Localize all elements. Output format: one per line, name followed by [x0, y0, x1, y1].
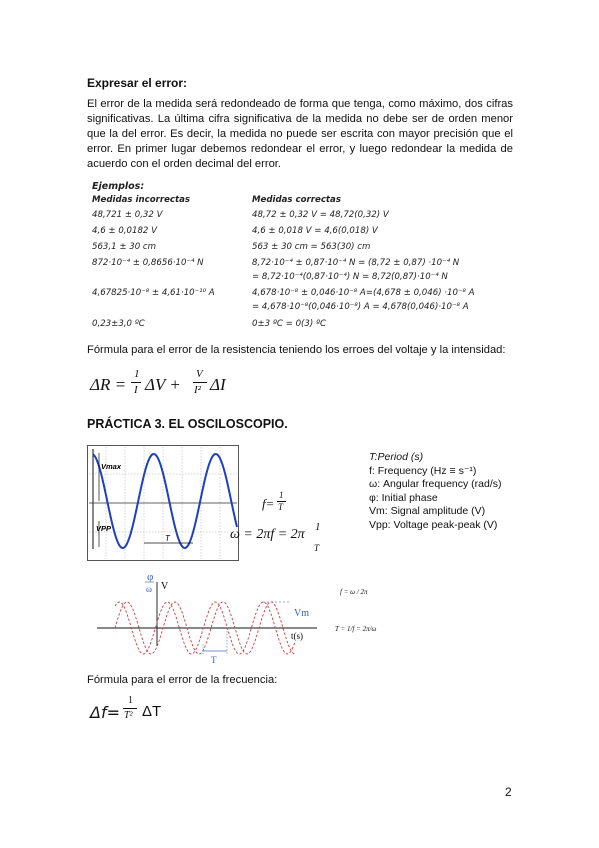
fraction-numerator: 1	[134, 368, 140, 380]
time-axis-label: t(s)	[291, 631, 303, 641]
example-incorrect: 4,67825·10⁻⁸ ± 4,61·10⁻¹⁰ A	[92, 288, 215, 298]
example-correct: 4,678·10⁻⁸ ± 0,046·10⁻⁸ A=(4,678 ± 0,046) ·10⁻⁸ A	[252, 288, 475, 298]
legend-period: T:Period (s)	[369, 451, 424, 463]
fraction-numerator: 1	[315, 521, 321, 533]
t-f-relation: T = 1/f = 2π/ω	[335, 625, 377, 633]
fraction-denominator: I	[134, 384, 138, 396]
example-incorrect: 563,1 ± 30 cm	[92, 242, 157, 252]
phi-label: φ	[147, 571, 154, 583]
legend-angular-frequency: ω: Angular frequency (rad/s)	[369, 478, 502, 490]
example-correct: 563 ± 30 cm = 563(30) cm	[252, 242, 371, 252]
fraction-numerator: V	[196, 368, 203, 380]
example-incorrect: 872·10⁻⁴ ± 0,8656·10⁻⁴ N	[92, 258, 204, 268]
fraction-denominator: I²	[194, 384, 201, 396]
oscilloscope-diagram	[87, 445, 239, 561]
frequency-error-formula	[90, 695, 230, 731]
legend-amplitude: Vm: Signal amplitude (V)	[369, 505, 486, 517]
legend-vpp: Vpp: Voltage peak-peak (V)	[369, 518, 498, 531]
formula-lhs: Δf=	[90, 703, 120, 722]
vmax-label: Vmax	[101, 462, 122, 471]
example-incorrect: 4,6 ± 0,0182 V	[92, 226, 158, 236]
vm-label: Vm	[294, 608, 309, 619]
section-heading-error: Expresar el error:	[87, 76, 188, 90]
examples-title: Ejemplos:	[92, 181, 145, 192]
page-number: 2	[505, 785, 512, 799]
symbol-legend	[369, 451, 559, 532]
phase-wave-diagram	[95, 568, 320, 668]
resistance-error-caption: Fórmula para el error de la resistencia teniendo los erroes del voltaje y la intensidad:	[87, 344, 506, 356]
formula-term: ΔI	[210, 375, 226, 394]
resistance-error-formula	[90, 368, 350, 408]
example-correct: = 8,72·10⁻⁴(0,87·10⁻⁴) N = 8,72(0,87)·10⁻⁴ N	[252, 272, 448, 282]
legend-phase: φ: Initial phase	[369, 491, 438, 504]
fraction-denominator: T	[278, 502, 284, 512]
example-correct: 8,72·10⁻⁴ ± 0,87·10⁻⁴ N = (8,72 ± 0,87) ·10⁻⁴ N	[252, 258, 460, 268]
col-incorrect-header: Medidas incorrectas	[92, 195, 191, 205]
period-label: T	[211, 655, 217, 665]
formula-term: ΔV +	[145, 375, 181, 394]
frequency-error-caption: Fórmula para el error de la frecuencia:	[87, 674, 278, 686]
example-correct: 0±3 ºC = 0(3) ºC	[252, 319, 327, 329]
vpp-label: VPP	[96, 524, 112, 533]
formula-rhs: ΔT	[142, 703, 162, 720]
legend-frequency: f: Frequency (Hz ≡ s⁻¹)	[369, 464, 477, 477]
example-incorrect: 48,721 ± 0,32 V	[92, 210, 163, 220]
example-correct: = 4,678·10⁻⁸(0,046·10⁻⁸) A = 4,678(0,046)·10⁻⁸ A	[252, 302, 469, 312]
example-incorrect: 0,23±3,0 ºC	[92, 319, 145, 329]
example-correct: 48,72 ± 0,32 V = 48,72(0,32) V	[252, 210, 389, 220]
fraction-numerator: 1	[279, 490, 284, 500]
omega-formula: ω = 2πf = 2π	[230, 527, 305, 542]
example-correct: 4,6 ± 0,018 V = 4,6(0,018) V	[252, 226, 378, 236]
voltage-axis-label: V	[161, 581, 169, 592]
practice-3-heading: PRÁCTICA 3. EL OSCILOSCOPIO.	[87, 417, 288, 431]
fraction-denominator: T²	[124, 710, 133, 721]
error-paragraph: El error de la medida será redondeado de forma que tenga, como máximo, dos cifras significativas. La última cifra significativa de la medida no debe ser de orden menor que la del error. Es decir, la medida no puede ser escrita con mayor precisión que el error. En primer lugar debemos redondear el error, y luego redondear la medida de acuerdo con el orden decimal del error.	[87, 98, 513, 170]
f-omega-relation: f = ω / 2π	[340, 588, 368, 596]
angular-frequency-formula	[230, 521, 340, 557]
formula-lhs: ΔR =	[90, 375, 127, 394]
f-symbol: f=	[262, 496, 275, 511]
fraction-numerator: 1	[128, 695, 133, 706]
frequency-formula	[262, 488, 302, 520]
period-label: T	[165, 534, 170, 543]
omega-label: ω	[146, 584, 152, 594]
fraction-denominator: T	[314, 543, 320, 553]
col-correct-header: Medidas correctas	[252, 195, 341, 205]
